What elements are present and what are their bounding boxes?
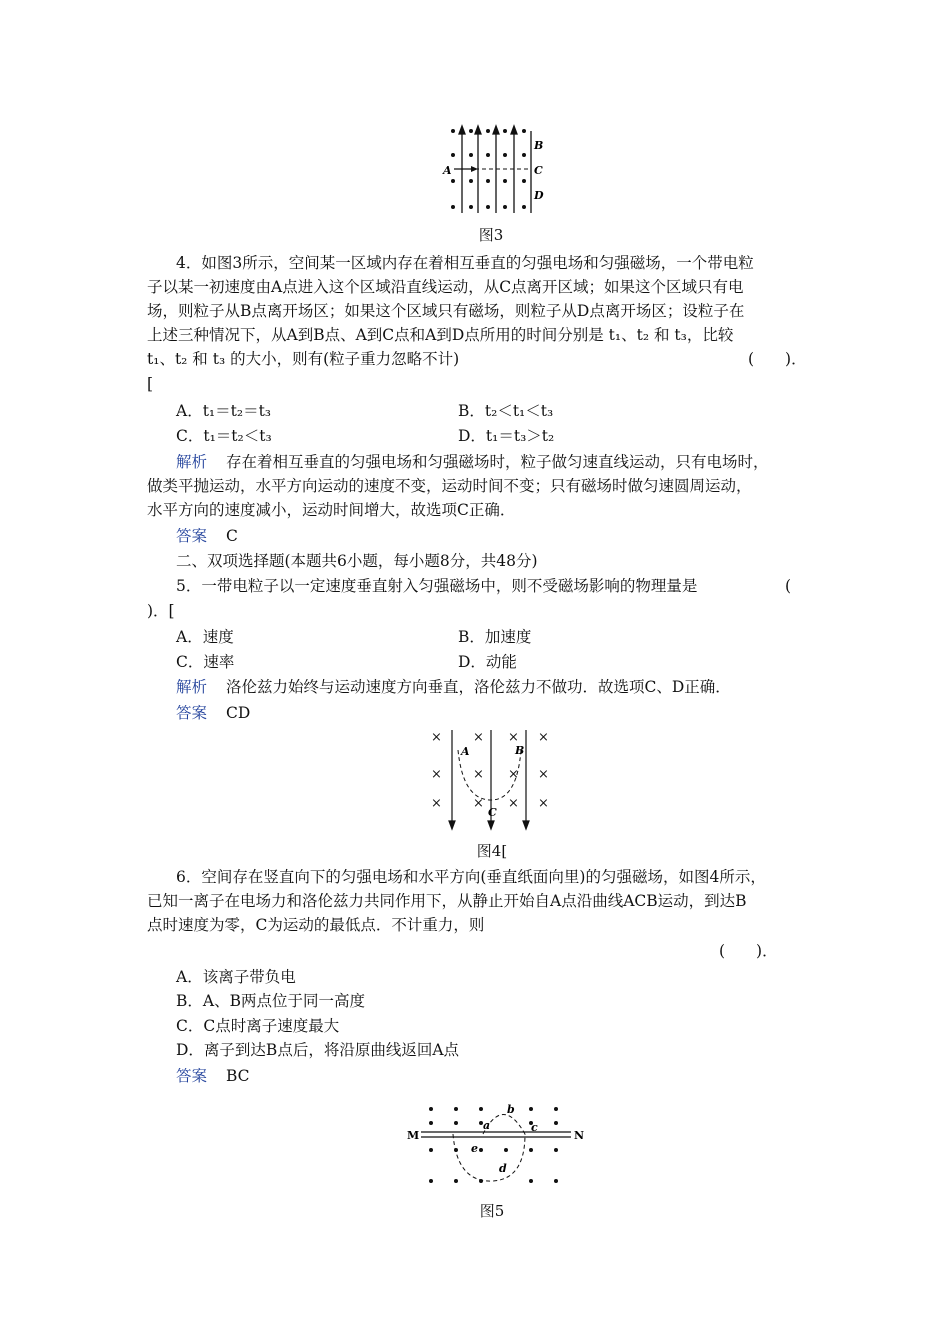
q4-stem-line-4: 上述三种情况下，从A到B点、A到C点和A到D点所用的时间分别是 t₁、t₂ 和 t₃，比较	[147, 326, 734, 344]
fig3-label-d: D	[534, 189, 544, 202]
svg-text:×: ×	[538, 796, 549, 811]
svg-text:×: ×	[431, 796, 442, 811]
q4-analysis-line-1: 存在着相互垂直的匀强电场和匀强磁场时，粒子做匀速直线运动，只有电场时，	[226, 453, 769, 471]
q4-option-d: D．t₁＝t₃＞t₂	[458, 427, 555, 445]
q6-answer-bracket: ( )．	[719, 942, 778, 960]
q4-analysis-line-3: 水平方向的速度减小，运动时间增大，故选项C正确．	[147, 501, 516, 519]
svg-text:×: ×	[508, 730, 519, 745]
figure-3-diagram	[438, 123, 548, 218]
fig5-label-b: b	[507, 1103, 515, 1116]
q5-analysis: 洛伦兹力始终与运动速度方向垂直，洛伦兹力不做功．故选项C、D正确．	[226, 678, 731, 696]
q5-option-c: C．速率	[176, 653, 235, 671]
q5-option-a: A．速度	[176, 628, 234, 646]
q6-stem-line-1: 6．空间存在竖直向下的匀强电场和水平方向(垂直纸面向里)的匀强磁场，如图4所示，	[176, 868, 766, 886]
figure-4-diagram	[425, 728, 555, 833]
q6-stem-line-3: 点时速度为零，C为运动的最低点．不计重力，则	[147, 916, 485, 934]
fig5-label-c: c	[531, 1121, 538, 1134]
q5-bracket-open: (	[785, 577, 792, 595]
q5-option-d: D．动能	[458, 653, 517, 671]
q5-stem-line-2: )．[	[147, 602, 175, 620]
q4-stem-line-1: 4．如图3所示，空间某一区域内存在着相互垂直的匀强电场和匀强磁场，一个带电粒	[176, 254, 754, 272]
fig4-label-b: B	[515, 744, 525, 757]
figure-5-diagram	[403, 1095, 588, 1195]
fig3-label-b: B	[534, 139, 544, 152]
svg-text:×: ×	[508, 796, 519, 811]
q6-option-d: D．离子到达B点后，将沿原曲线返回A点	[176, 1041, 460, 1059]
fig4-label-c: C	[488, 806, 497, 819]
q4-option-c: C．t₁＝t₂＜t₃	[176, 427, 272, 445]
q4-analysis-label: 解析	[176, 453, 208, 471]
q4-answer: C	[226, 527, 238, 545]
q5-option-b: B．加速度	[458, 628, 532, 646]
svg-text:×: ×	[538, 730, 549, 745]
q5-answer: CD	[226, 704, 251, 722]
q5-stem-line-1: 5．一带电粒子以一定速度垂直射入匀强磁场中，则不受磁场影响的物理量是	[176, 577, 698, 595]
section-2-heading: 二、双项选择题(本题共6小题，每小题8分，共48分)	[176, 552, 538, 570]
fig3-label-a: A	[443, 164, 452, 177]
figure-5-caption: 图5	[479, 1202, 505, 1220]
q4-option-b: B．t₂＜t₁＜t₃	[458, 402, 554, 420]
q4-stem-line-2: 子以某一初速度由A点进入这个区域沿直线运动，从C点离开区域；如果这个区域只有电	[147, 278, 744, 296]
q6-option-a: A．该离子带负电	[176, 968, 296, 986]
q6-option-c: C．C点时离子速度最大	[176, 1017, 340, 1035]
q4-stem-line-5: t₁、t₂ 和 t₃ 的大小，则有(粒子重力忽略不计)	[147, 350, 460, 368]
q4-option-a: A．t₁＝t₂＝t₃	[176, 402, 272, 420]
q5-answer-label: 答案	[176, 704, 208, 722]
q4-answer-label: 答案	[176, 527, 208, 545]
q6-stem-line-2: 已知一离子在电场力和洛伦兹力共同作用下，从静止开始自A点沿曲线ACB运动，到达B	[147, 892, 747, 910]
svg-text:×: ×	[431, 730, 442, 745]
fig5-label-a: a	[483, 1119, 491, 1132]
q4-stray-bracket: [	[147, 375, 154, 393]
fig3-label-c: C	[534, 164, 543, 177]
q6-answer: BC	[226, 1067, 250, 1085]
figure-4-caption: 图4[	[476, 842, 508, 860]
fig5-label-m: M	[407, 1129, 420, 1142]
q4-stem-line-3: 场，则粒子从B点离开场区；如果这个区域只有磁场，则粒子从D点离开场区；设粒子在	[147, 302, 745, 320]
q6-option-b: B．A、B两点位于同一高度	[176, 992, 365, 1010]
figure-3-caption: 图3	[478, 226, 504, 244]
svg-text:×: ×	[538, 767, 549, 782]
svg-text:×: ×	[473, 730, 484, 745]
q5-analysis-label: 解析	[176, 678, 208, 696]
fig5-label-d: d	[499, 1162, 507, 1175]
fig5-label-n: N	[574, 1129, 585, 1142]
q4-analysis-line-2: 做类平抛运动，水平方向运动的速度不变，运动时间不变；只有磁场时做匀速圆周运动，	[147, 477, 752, 495]
q6-answer-label: 答案	[176, 1067, 208, 1085]
q4-answer-bracket: ( )．	[748, 350, 807, 368]
svg-text:×: ×	[473, 767, 484, 782]
fig5-label-e: e	[471, 1142, 478, 1155]
svg-text:×: ×	[508, 767, 519, 782]
svg-text:×: ×	[473, 796, 484, 811]
fig4-label-a: A	[461, 745, 470, 758]
svg-text:×: ×	[431, 767, 442, 782]
